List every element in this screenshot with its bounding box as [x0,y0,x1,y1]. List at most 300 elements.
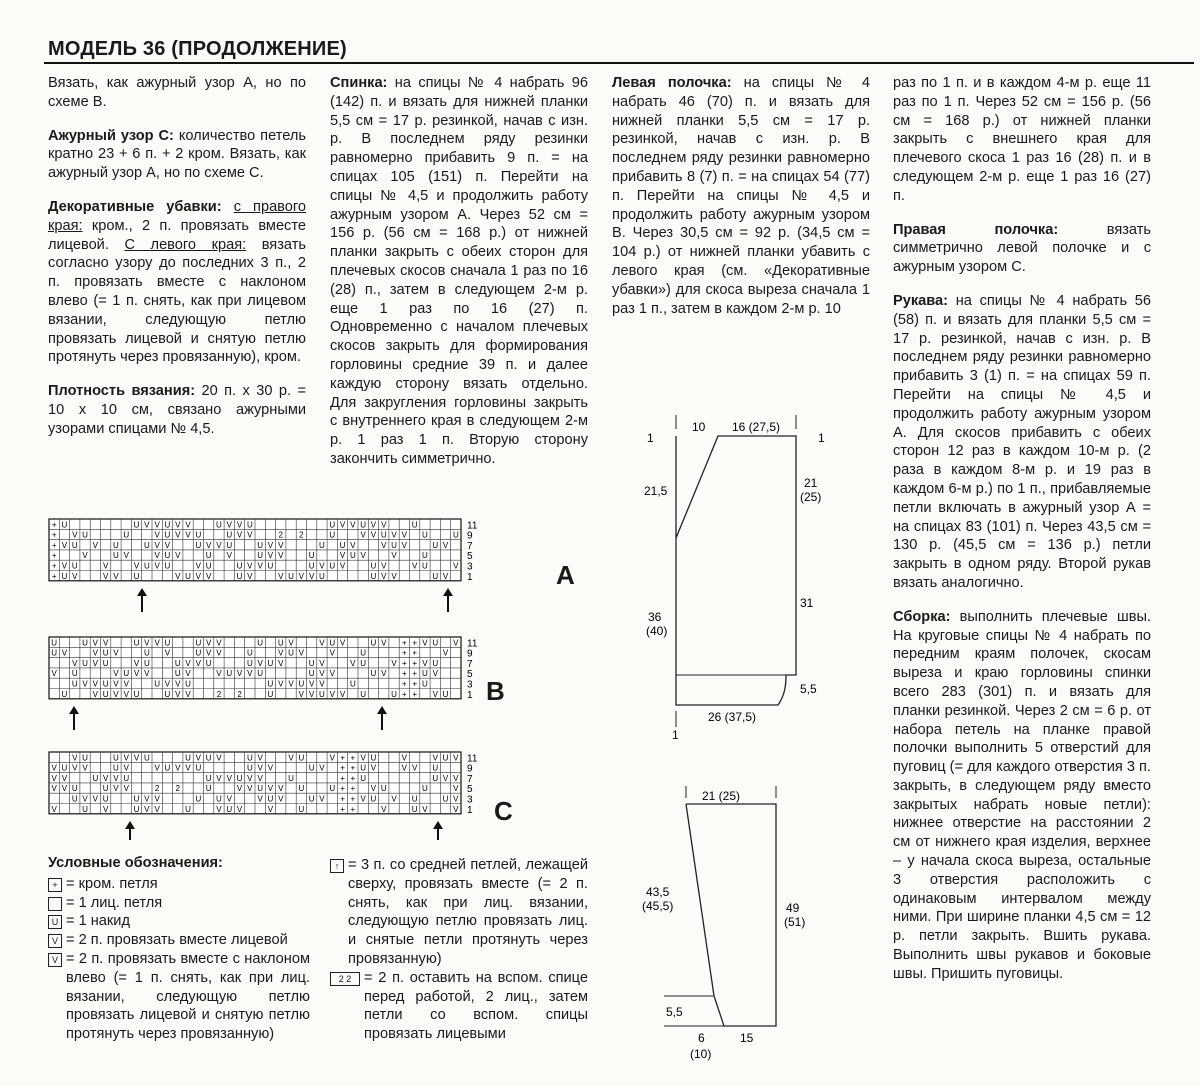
dim-neckline-depth: 21,5 [644,484,668,498]
chart-a-label: A [556,560,575,590]
chart-symbol: V [92,658,99,668]
chart-symbol: V [195,571,202,581]
back-text: на спицы № 4 набрать 96 (142) п. и вязать для нижней планки 5,5 см = 17 р. резинкой, начав с изн. р. В последнем ряду резинки равномерно прибавить 9 п. = на спицах 105 (151) п. Перейти на спицы № 4,5 и продолжить работу ажурным узором А. Через 52 см = 156 р. (56 см = 168 р.) от нижней планки закрыть с обеих сторон для плечевых скосов сначала 1 раз по 16 (28) п., затем в следующем 2-м р. еще 1 раз по 16 (27) п. Одновременно с началом плечевых скосов закрыть для формирования горловины средние 39 п. и далее каждую сторону вязать отдельно. Для закругления горловины закрыть с внутреннего края в следующем 2-м р. 1 раз 1 п. Вторую сторону закончить симметрично. [330,75,588,467]
chart-symbol: V [401,763,408,773]
right-edge-label: с правого края: [48,198,307,234]
chart-symbol: V [401,540,408,550]
chart-symbol: V [267,763,274,773]
chart-symbol: V [175,763,181,773]
chart-symbol: V [205,648,212,658]
chart-symbol: U [442,794,449,804]
yarn-over-icon: U [48,915,62,929]
chart-symbol: V [381,561,387,571]
chart-symbol: U [143,540,150,550]
chart-symbol: V [267,804,274,814]
chart-symbol: V [92,638,99,648]
chart-symbol: V [205,571,212,581]
chart-symbol: V [175,689,181,699]
chart-symbol: U [329,638,336,648]
chart-symbol: U [205,773,212,783]
chart-symbol: U [288,773,294,783]
chart-symbol: U [452,530,459,540]
dim-cuff-offset-alt: (10) [690,1047,712,1061]
chart-symbol: V [144,794,150,804]
chart-symbol: V [113,571,119,581]
chart-symbol: + [350,763,356,773]
chart-symbol: V [164,540,171,550]
chart-symbol: U [195,794,202,804]
chart-row-number: 1 [467,804,473,816]
chart-symbol: V [154,540,160,550]
chart-symbol: U [195,540,202,550]
chart-symbol: V [216,638,222,648]
chart-symbol: U [205,784,212,794]
chart-symbol: V [247,561,253,571]
chart-symbol: U [380,530,387,540]
chart-symbol: + [340,804,345,814]
chart-symbol: U [71,679,78,689]
chart-symbol: V [113,669,119,679]
chart-symbol: + [340,794,345,804]
chart-symbol: V [82,794,88,804]
chart-symbol: + [412,679,417,689]
chart-symbol: V [422,658,428,668]
chart-symbol: V [278,551,284,561]
chart-symbol: V [82,679,88,689]
chart-symbol: + [412,689,417,699]
chart-symbol: V [381,638,387,648]
chart-symbol: U [226,669,233,679]
chart-symbol: U [432,773,439,783]
right-front-paragraph [893,221,1151,277]
chart-symbol: V [370,763,377,773]
chart-symbol: V [113,773,119,783]
chart-row-number: 7 [467,658,473,670]
chart-symbol: + [350,784,356,794]
chart-symbol: U [370,753,377,763]
dim-side-length: 31 [800,596,814,610]
legend-item: 2 2 = 2 п. оставить на вспом. спице перед работой, 2 лиц., затем петли со вспом. спицы провязать лицевыми [330,969,588,1044]
chart-symbol: U [329,520,336,530]
chart-symbol: U [277,638,284,648]
chart-symbol: V [51,669,57,679]
chart-symbol: V [216,540,222,550]
chart-symbol: V [288,679,294,689]
chart-symbol: U [411,804,418,814]
chart-symbol: V [278,794,284,804]
chart-symbol: U [102,689,109,699]
chart-symbol: V [442,571,449,581]
chart-symbol: U [195,530,202,540]
chart-symbol: V [51,784,57,794]
knit-stitch-icon [48,897,62,911]
repeat-arrow-head [377,706,387,714]
chart-symbol: + [350,804,356,814]
chart-symbol: U [164,530,171,540]
chart-symbol: + [402,689,407,699]
dim-armhole-alt: (25) [800,490,822,504]
chart-symbol: U [349,551,356,561]
chart-symbol: V [226,551,232,561]
chart-symbol: V [216,669,222,679]
chart-symbol: V [370,530,377,540]
chart-symbol: U [113,763,119,773]
chart-symbol: V [113,784,119,794]
chart-symbol: V [144,520,150,530]
chart-symbol: U [174,658,181,668]
chart-symbol: U [195,638,202,648]
chart-symbol: V [247,571,253,581]
chart-symbol: U [319,689,325,699]
chart-symbol: V [319,679,325,689]
right-front-text: вязать симметрично левой полочке и с ажурным узором С. [893,221,1151,276]
chart-row-number: 9 [467,763,473,775]
chart-symbol: + [350,773,356,783]
chart-symbol: U [329,530,336,540]
chart-symbol: U [143,658,150,668]
chart-symbol: U [226,530,233,540]
chart-b-label: B [486,676,505,706]
chart-symbol: U [164,551,171,561]
chart-symbol: V [72,753,78,763]
dim-armhole: 21 [804,476,818,490]
chart-symbol: V [61,540,68,550]
chart-symbol: V [329,669,335,679]
chart-symbol: U [61,763,68,773]
chart-symbol: U [298,679,305,689]
chart-symbol: + [402,658,407,668]
chart-symbol: U [216,520,222,530]
chart-symbol: V [133,669,140,679]
legend-item: V = 2 п. провязать вместе с наклоном влево (= 1 п. снять, как при лиц. вязании, следующую петлю провязать лицевой и снятую петлю протянуть через провязанную) [48,950,310,1044]
repeat-arrow-head [443,588,453,596]
chart-symbol: V [123,763,129,773]
chart-symbol: V [360,551,366,561]
chart-symbol: V [381,804,387,814]
chart-row-number: 11 [467,520,478,532]
chart-symbol: V [319,658,325,668]
chart-symbol: U [288,648,294,658]
chart-symbol: U [432,540,439,550]
sleeves-text: на спицы № 4 набрать 56 (58) п. и вязать для планки 5,5 см = 17 р. резинкой, начав с изн. р. В последнем ряду резинки равномерно прибавить 3 (1) п. = на спицах 59 п. Перейти на спицы № 4,5 и продолжить работу ажурным узором А. Для скосов прибавить с обеих сторон 12 раз в каждом 10-м р. (2 раза в каждом 8-м р. и 19 раз в каждом 6-м р.) по 1 п., прибавляемые петли включать в ажурный узор А = на спицах 83 (101) п. Через 43,5 см = 130 р. (45,5 см = 136 р.) петли закрыть в одном ряду. Второй рукав вязать аналогично. [893,292,1151,591]
chart-symbol: U [422,679,428,689]
chart-symbol: V [278,571,284,581]
chart-symbol: V [391,551,397,561]
chart-symbol: U [360,763,367,773]
chart-symbol: U [195,648,202,658]
legend-title: Условные обозначения: [48,855,223,871]
chart-symbol: V [319,669,325,679]
chart-symbol: + [51,540,57,550]
chart-symbol: U [432,658,439,668]
chart-symbol: V [154,520,160,530]
chart-symbol: V [381,540,387,550]
page-title: МОДЕЛЬ 36 (ПРОДОЛЖЕНИЕ) [48,38,347,60]
dim-front-length-alt: (40) [646,624,668,638]
chart-row-number: 11 [467,638,478,650]
chart-symbol: V [133,658,140,668]
chart-symbol: + [402,669,407,679]
dim-band-height: 5,5 [800,682,817,696]
chart-symbol: + [340,784,345,794]
chart-symbol: V [319,638,325,648]
chart-symbol: V [247,530,253,540]
chart-symbol: V [319,763,325,773]
dim-top-right-one: 1 [818,431,825,445]
sleeves-paragraph [893,292,1151,593]
chart-symbol: U [267,679,274,689]
chart-b-grid [49,637,478,701]
chart-symbol: U [123,530,130,540]
chart-symbol: V [154,638,160,648]
chart-symbol: U [102,784,109,794]
chart-symbol: V [236,669,243,679]
chart-symbol: V [195,658,202,668]
chart-symbol: U [102,658,109,668]
chart-symbol: U [236,561,243,571]
chart-symbol: U [360,648,367,658]
chart-symbol: V [370,784,377,794]
chart-symbol: U [370,571,377,581]
dim-cuff-offset: 6 [698,1031,705,1045]
chart-row-number: 5 [467,669,473,681]
column-3 [612,74,870,333]
chart-symbol: U [432,571,439,581]
edge-stitch-icon: + [48,878,62,892]
k2tog-icon: V [48,934,62,948]
chart-symbol: V [329,689,335,699]
dim-top-left-one: 1 [647,431,654,445]
chart-symbol: U [257,669,264,679]
chart-symbol: U [133,794,140,804]
pattern-b-text: Вязать, как ажурный узор А, но по схеме В. [48,75,306,110]
chart-symbol: 2 [175,784,180,794]
chart-symbol: V [339,561,346,571]
chart-symbol: V [123,679,129,689]
chart-symbol: V [391,658,397,668]
chart-symbol: V [267,551,274,561]
chart-symbol: V [339,689,346,699]
chart-symbol: U [246,753,253,763]
repeat-arrow-head [69,706,79,714]
chart-row-number: 5 [467,551,473,563]
chart-symbol: + [402,648,407,658]
chart-symbol: U [113,540,119,550]
chart-symbol: U [257,638,264,648]
legend-item: + = кром. петля [48,875,310,894]
sleeve-outline [686,804,776,1026]
sleeve-schematic [640,780,900,1070]
chart-row-number: 11 [467,753,478,765]
chart-symbol: U [236,773,243,783]
chart-symbol: U [236,571,243,581]
chart-symbol: U [370,794,377,804]
chart-symbol: V [102,804,109,814]
chart-symbol: V [61,784,68,794]
dim-front-width: 26 (37,5) [708,710,757,724]
dim-sleeve-total-alt: (51) [784,915,806,929]
chart-symbol: U [267,794,274,804]
legend-item: ↑ = 3 п. со средней петлей, лежащей сверху, провязать вместе (= 2 п. снять, как при лиц. вязании, следующую петлю провязать лиц. и снятые петли протянуть через провязанную) [330,856,588,969]
chart-symbol: V [350,520,356,530]
chart-symbol: U [329,784,336,794]
chart-symbol: V [442,540,449,550]
chart-row-number: 5 [467,784,473,796]
chart-symbol: U [174,669,181,679]
chart-symbol: U [308,669,315,679]
chart-symbol: V [329,753,335,763]
chart-symbol: U [319,540,325,550]
chart-symbol: V [298,689,305,699]
column-4 [893,74,1151,999]
chart-symbol: V [370,520,377,530]
left-front-heading: Левая полочка: [612,75,732,91]
chart-symbol: V [288,638,294,648]
chart-symbol: V [453,784,459,794]
chart-symbol: V [381,669,387,679]
chart-symbol: V [123,689,129,699]
chart-symbol: + [51,551,57,561]
chart-symbol: V [257,753,263,763]
chart-symbol: V [278,679,284,689]
chart-symbol: V [257,773,263,783]
chart-symbol: 2 [278,530,283,540]
chart-c-grid [49,752,478,816]
chart-symbol: V [92,540,99,550]
chart-symbol: V [319,561,325,571]
chart-symbol: V [247,773,253,783]
chart-symbol: U [246,648,253,658]
dim-sleeve-total: 49 [786,901,800,915]
chart-symbol: U [123,773,130,783]
dim-shoulder-width: 16 (27,5) [732,420,781,434]
chart-symbol: U [102,648,109,658]
sleeves-heading: Рукава: [893,292,949,309]
chart-c-label: C [494,796,513,826]
chart-symbol: V [51,804,57,814]
chart-symbol: V [102,773,109,783]
chart-symbol: V [61,773,68,783]
chart-symbol: U [267,689,274,699]
dim-front-length: 36 [648,610,662,624]
chart-symbol: U [185,679,191,689]
chart-symbol: V [154,530,160,540]
chart-symbol: U [298,753,305,763]
chart-symbol: U [329,561,336,571]
chart-symbol: V [113,648,119,658]
chart-symbol: U [246,658,253,668]
chart-symbol: V [113,679,119,689]
dim-cuff-height: 5,5 [666,1005,683,1019]
chart-symbol: V [216,804,222,814]
chart-symbol: U [442,689,449,699]
left-edge-text: вязать согласно узору до последних 3 п., 2 п. провязать вместе с наклоном влево (= 1 п. снять, как при лицевом вязании, следующую петлю провязать лицевой и снятую петлю протянуть через провязанную), кром. [48,236,306,366]
chart-symbol: V [442,648,449,658]
chart-symbol: U [102,794,109,804]
chart-symbol: V [453,753,459,763]
chart-symbol: V [308,571,315,581]
chart-symbol: V [257,561,263,571]
chart-symbol: U [82,638,88,648]
chart-symbol: V [247,669,253,679]
chart-symbol: V [350,658,356,668]
chart-symbol: V [278,784,284,794]
chart-symbol: V [298,648,305,658]
chart-symbol: V [339,520,346,530]
dim-neck-width: 10 [692,420,706,434]
chart-symbol: V [422,804,428,814]
chart-symbol: V [329,648,335,658]
assembly-text: выполнить плечевые швы. На круговые спицы № 4 набрать по передним краям полочек, скосам выреза и краю горловины спинки всего 283 (301) п. и вязать для планки резинкой. Через 2 см = 6 р. от набора петель на планке правой полочки выполнить 5 отверстий для пуговиц (= для каждого отверстия 3 п. закрыть, в следующем ряду вместо закрытых набрать новые петли): нижнее отверстие на расстоянии 2 см от нижнего края изделия, верхнее – у начала скоса выреза, остальные 3 отверстия расположить с одинаковым интервалом между ними. При ширине планки 4,5 см = 12 р. петли закрыть. Вшить рукава. Выполнить швы рукавов и боковые швы. Пришить пуговицы. [893,608,1151,982]
chart-symbol: U [102,679,109,689]
chart-row-number: 3 [467,561,473,573]
chart-symbol: + [402,679,407,689]
chart-symbol: U [133,689,140,699]
chart-symbol: V [154,794,160,804]
chart-symbol: U [82,658,88,668]
chart-symbol: V [267,784,274,794]
legend-item: V = 2 п. провязать вместе лицевой [48,931,310,950]
chart-symbol: + [412,648,417,658]
chart-symbol: U [133,638,140,648]
chart-symbol: V [185,658,191,668]
chart-symbol: V [51,773,57,783]
gauge-heading: Плотность вязания: [48,383,196,400]
chart-symbol: V [432,689,438,699]
chart-symbol: V [175,679,181,689]
chart-symbol: V [102,561,109,571]
chart-symbol: V [92,679,99,689]
chart-symbol: V [102,638,109,648]
chart-symbol: U [288,571,294,581]
chart-symbol: V [144,804,150,814]
chart-symbol: V [92,794,99,804]
chart-symbol: U [370,638,377,648]
chart-symbol: V [401,753,408,763]
chart-symbol: + [340,753,345,763]
chart-symbol: U [164,638,171,648]
chart-symbol: U [257,551,264,561]
chart-symbol: V [185,669,191,679]
left-edge-label: С левого края: [124,236,247,253]
chart-symbol: V [102,571,109,581]
chart-symbol: V [175,530,181,540]
chart-symbol: + [51,530,57,540]
dim-bottom-one: 1 [672,728,679,742]
chart-symbol: V [51,763,57,773]
chart-symbol: V [308,679,315,689]
chart-row-number: 3 [467,794,473,806]
chart-symbol: U [319,571,325,581]
chart-symbol: V [360,794,366,804]
chart-symbol: U [226,804,233,814]
chart-symbol: 2 [154,784,160,794]
chart-symbol: U [308,658,315,668]
back-heading: Спинка: [330,75,388,91]
chart-symbol: U [411,520,418,530]
chart-symbol: V [185,520,191,530]
chart-symbol: V [154,804,160,814]
chart-symbol: U [61,571,68,581]
chart-symbol: V [226,773,232,783]
chart-symbol: + [412,638,417,648]
chart-symbol: U [267,658,274,668]
chart-symbol: 2 [237,689,242,699]
chart-symbol: V [278,648,284,658]
chart-row-number: 9 [467,648,473,660]
chart-symbol: U [71,794,78,804]
chart-symbol: V [144,638,150,648]
